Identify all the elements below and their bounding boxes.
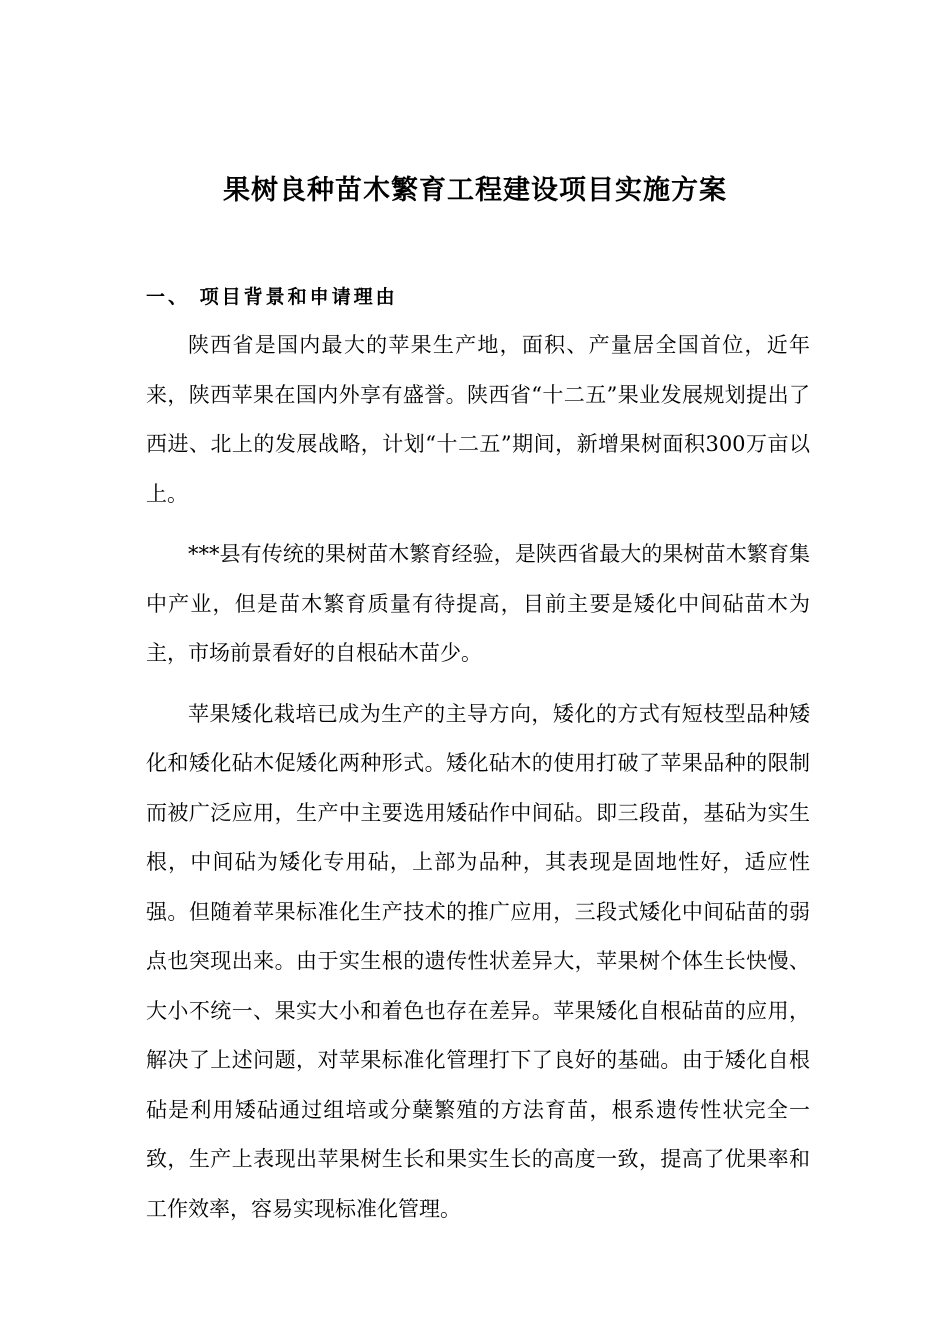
document-title: 果树良种苗木繁育工程建设项目实施方案 [223,175,727,206]
document-body [146,321,810,1245]
paragraph-3: 苹果矮化栽培已成为生产的主导方向，矮化的方式有短枝型品种矮化和矮化砧木促矮化两种形式。矮化砧木的使用打破了苹果品种的限制而被广泛应用，生产中主要选用矮砧作中间砧。即三段苗，基砧为实生根，中间砧为矮化专用砧，上部为品种，其表现是固地性好，适应性强。但随着苹果标准化生产技术的推广应用，三段式矮化中间砧苗的弱点也突现出来。由于实生根的遗传性状差异大，苹果树个体生长快慢、大小不统一、果实大小和着色也存在差异。苹果矮化自根砧苗的应用，解决了上述问题，对苹果标准化管理打下了良好的基础。由于矮化自根砧是利用矮砧通过组培或分蘖繁殖的方法育苗，根系遗传性状完全一致，生产上表现出苹果树生长和果实生长的高度一致，提高了优果率和工作效率，容易实现标准化管理。 [146,701,810,1221]
paragraph-2: ***县有传统的果树苗木繁育经验，是陕西省最大的果树苗木繁育集中产业，但是苗木繁育质量有待提高，目前主要是矮化中间砧苗木为主，市场前景看好的自根砧木苗少。 [146,542,810,665]
paragraph-1: 陕西省是国内最大的苹果生产地，面积、产量居全国首位，近年来，陕西苹果在国内外享有盛誉。陕西省“十二五”果业发展规划提出了西进、北上的发展战略，计划“十二五”期间，新增果树面积300万亩以上。 [146,333,810,506]
section-heading: 一、 项目背景和申请理由 [146,286,398,308]
